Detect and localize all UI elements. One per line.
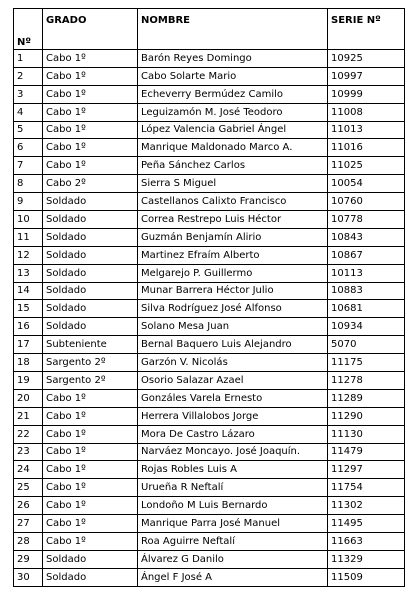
cell-grado: Soldado bbox=[43, 550, 138, 568]
document-page bbox=[13, 8, 404, 587]
table-row bbox=[14, 533, 405, 551]
cell-grado: Cabo 1º bbox=[43, 479, 138, 497]
cell-num: 11 bbox=[14, 228, 43, 246]
cell-num: 13 bbox=[14, 264, 43, 282]
cell-nombre: López Valencia Gabriel Ángel bbox=[138, 121, 328, 139]
cell-serie: 11278 bbox=[328, 372, 405, 390]
table-row bbox=[14, 193, 405, 211]
cell-grado: Cabo 1º bbox=[43, 103, 138, 121]
cell-num: 26 bbox=[14, 497, 43, 515]
cell-serie: 11175 bbox=[328, 354, 405, 372]
cell-num: 5 bbox=[14, 121, 43, 139]
header-row bbox=[14, 9, 405, 50]
cell-num: 22 bbox=[14, 425, 43, 443]
cell-serie: 10934 bbox=[328, 318, 405, 336]
cell-serie: 11008 bbox=[328, 103, 405, 121]
cell-serie: 11297 bbox=[328, 461, 405, 479]
table-row bbox=[14, 157, 405, 175]
header-nombre: NOMBRE bbox=[138, 9, 328, 50]
table-row bbox=[14, 67, 405, 85]
cell-nombre: Martinez Efraím Alberto bbox=[138, 246, 328, 264]
cell-grado: Cabo 1º bbox=[43, 425, 138, 443]
cell-num: 15 bbox=[14, 300, 43, 318]
cell-serie: 10997 bbox=[328, 67, 405, 85]
header-grado: GRADO bbox=[43, 9, 138, 50]
cell-nombre: Munar Barrera Héctor Julio bbox=[138, 282, 328, 300]
cell-nombre: Rojas Robles Luis A bbox=[138, 461, 328, 479]
cell-grado: Soldado bbox=[43, 568, 138, 586]
table-row bbox=[14, 425, 405, 443]
personnel-table bbox=[13, 8, 405, 587]
cell-num: 3 bbox=[14, 85, 43, 103]
cell-grado: Cabo 1º bbox=[43, 67, 138, 85]
header-serie: SERIE Nº bbox=[328, 9, 405, 50]
cell-serie: 10925 bbox=[328, 50, 405, 68]
cell-num: 9 bbox=[14, 193, 43, 211]
cell-grado: Cabo 1º bbox=[43, 121, 138, 139]
cell-num: 18 bbox=[14, 354, 43, 372]
table-row bbox=[14, 389, 405, 407]
cell-grado: Cabo 1º bbox=[43, 443, 138, 461]
table-row bbox=[14, 354, 405, 372]
cell-grado: Sargento 2º bbox=[43, 372, 138, 390]
cell-nombre: Guzmán Benjamín Alirio bbox=[138, 228, 328, 246]
cell-nombre: Solano Mesa Juan bbox=[138, 318, 328, 336]
cell-serie: 11329 bbox=[328, 550, 405, 568]
cell-serie: 11016 bbox=[328, 139, 405, 157]
cell-nombre: Barón Reyes Domingo bbox=[138, 50, 328, 68]
cell-nombre: Peña Sánchez Carlos bbox=[138, 157, 328, 175]
table-row bbox=[14, 228, 405, 246]
cell-nombre: Ángel F José A bbox=[138, 568, 328, 586]
cell-nombre: Londoño M Luis Bernardo bbox=[138, 497, 328, 515]
table-header bbox=[14, 9, 405, 50]
cell-serie: 11479 bbox=[328, 443, 405, 461]
cell-nombre: Narváez Moncayo. José Joaquín. bbox=[138, 443, 328, 461]
cell-num: 25 bbox=[14, 479, 43, 497]
cell-grado: Soldado bbox=[43, 246, 138, 264]
cell-nombre: Urueña R Neftalí bbox=[138, 479, 328, 497]
cell-nombre: Echeverry Bermúdez Camilo bbox=[138, 85, 328, 103]
cell-num: 21 bbox=[14, 407, 43, 425]
cell-serie: 11013 bbox=[328, 121, 405, 139]
cell-num: 10 bbox=[14, 211, 43, 229]
cell-grado: Cabo 1º bbox=[43, 497, 138, 515]
cell-serie: 10681 bbox=[328, 300, 405, 318]
cell-grado: Cabo 1º bbox=[43, 139, 138, 157]
cell-serie: 10760 bbox=[328, 193, 405, 211]
table-row bbox=[14, 515, 405, 533]
cell-serie: 11509 bbox=[328, 568, 405, 586]
cell-nombre: Manrique Maldonado Marco A. bbox=[138, 139, 328, 157]
cell-nombre: Correa Restrepo Luis Héctor bbox=[138, 211, 328, 229]
cell-nombre: Gonzáles Varela Ernesto bbox=[138, 389, 328, 407]
table-row bbox=[14, 479, 405, 497]
cell-grado: Soldado bbox=[43, 318, 138, 336]
cell-serie: 11290 bbox=[328, 407, 405, 425]
cell-serie: 10999 bbox=[328, 85, 405, 103]
table-row bbox=[14, 318, 405, 336]
cell-num: 17 bbox=[14, 336, 43, 354]
cell-nombre: Garzón V. Nicolás bbox=[138, 354, 328, 372]
header-num: Nº bbox=[14, 9, 43, 50]
cell-grado: Cabo 1º bbox=[43, 85, 138, 103]
cell-grado: Soldado bbox=[43, 264, 138, 282]
cell-num: 30 bbox=[14, 568, 43, 586]
cell-grado: Soldado bbox=[43, 228, 138, 246]
cell-num: 2 bbox=[14, 67, 43, 85]
cell-nombre: Herrera Villalobos Jorge bbox=[138, 407, 328, 425]
cell-num: 23 bbox=[14, 443, 43, 461]
table-row bbox=[14, 300, 405, 318]
cell-nombre: Mora De Castro Lázaro bbox=[138, 425, 328, 443]
cell-serie: 11130 bbox=[328, 425, 405, 443]
cell-serie: 10867 bbox=[328, 246, 405, 264]
cell-num: 8 bbox=[14, 175, 43, 193]
cell-nombre: Leguizamón M. José Teodoro bbox=[138, 103, 328, 121]
cell-grado: Cabo 1º bbox=[43, 533, 138, 551]
cell-nombre: Sierra S Miguel bbox=[138, 175, 328, 193]
cell-grado: Cabo 1º bbox=[43, 157, 138, 175]
table-row bbox=[14, 336, 405, 354]
table-row bbox=[14, 372, 405, 390]
table-body bbox=[14, 50, 405, 587]
cell-nombre: Manrique Parra José Manuel bbox=[138, 515, 328, 533]
table-row bbox=[14, 282, 405, 300]
table-row bbox=[14, 85, 405, 103]
cell-nombre: Bernal Baquero Luis Alejandro bbox=[138, 336, 328, 354]
cell-num: 19 bbox=[14, 372, 43, 390]
cell-serie: 11302 bbox=[328, 497, 405, 515]
cell-serie: 11754 bbox=[328, 479, 405, 497]
cell-grado: Cabo 1º bbox=[43, 389, 138, 407]
cell-num: 4 bbox=[14, 103, 43, 121]
cell-nombre: Silva Rodríguez José Alfonso bbox=[138, 300, 328, 318]
table-row bbox=[14, 264, 405, 282]
cell-grado: Subteniente bbox=[43, 336, 138, 354]
cell-num: 20 bbox=[14, 389, 43, 407]
cell-serie: 10054 bbox=[328, 175, 405, 193]
cell-serie: 10113 bbox=[328, 264, 405, 282]
cell-grado: Soldado bbox=[43, 300, 138, 318]
cell-num: 1 bbox=[14, 50, 43, 68]
table-row bbox=[14, 103, 405, 121]
table-row bbox=[14, 407, 405, 425]
cell-num: 16 bbox=[14, 318, 43, 336]
cell-nombre: Cabo Solarte Mario bbox=[138, 67, 328, 85]
cell-num: 6 bbox=[14, 139, 43, 157]
cell-serie: 5070 bbox=[328, 336, 405, 354]
cell-grado: Soldado bbox=[43, 211, 138, 229]
cell-serie: 11495 bbox=[328, 515, 405, 533]
cell-num: 12 bbox=[14, 246, 43, 264]
cell-serie: 11663 bbox=[328, 533, 405, 551]
cell-num: 7 bbox=[14, 157, 43, 175]
cell-serie: 11025 bbox=[328, 157, 405, 175]
cell-nombre: Osorio Salazar Azael bbox=[138, 372, 328, 390]
cell-num: 14 bbox=[14, 282, 43, 300]
cell-nombre: Melgarejo P. Guillermo bbox=[138, 264, 328, 282]
cell-num: 29 bbox=[14, 550, 43, 568]
cell-serie: 10843 bbox=[328, 228, 405, 246]
cell-grado: Cabo 2º bbox=[43, 175, 138, 193]
cell-num: 24 bbox=[14, 461, 43, 479]
table-row bbox=[14, 50, 405, 68]
table-row bbox=[14, 568, 405, 586]
cell-nombre: Castellanos Calixto Francisco bbox=[138, 193, 328, 211]
cell-grado: Cabo 1º bbox=[43, 50, 138, 68]
cell-serie: 11289 bbox=[328, 389, 405, 407]
table-row bbox=[14, 461, 405, 479]
cell-num: 28 bbox=[14, 533, 43, 551]
table-row bbox=[14, 443, 405, 461]
table-row bbox=[14, 497, 405, 515]
cell-grado: Cabo 1º bbox=[43, 407, 138, 425]
cell-num: 27 bbox=[14, 515, 43, 533]
cell-serie: 10883 bbox=[328, 282, 405, 300]
cell-grado: Cabo 1º bbox=[43, 515, 138, 533]
table-row bbox=[14, 550, 405, 568]
table-row bbox=[14, 139, 405, 157]
table-row bbox=[14, 211, 405, 229]
cell-grado: Cabo 1º bbox=[43, 461, 138, 479]
cell-serie: 10778 bbox=[328, 211, 405, 229]
cell-nombre: Álvarez G Danilo bbox=[138, 550, 328, 568]
cell-grado: Soldado bbox=[43, 282, 138, 300]
cell-grado: Sargento 2º bbox=[43, 354, 138, 372]
table-row bbox=[14, 121, 405, 139]
cell-nombre: Roa Aguirre Neftalí bbox=[138, 533, 328, 551]
table-row bbox=[14, 246, 405, 264]
cell-grado: Soldado bbox=[43, 193, 138, 211]
table-row bbox=[14, 175, 405, 193]
